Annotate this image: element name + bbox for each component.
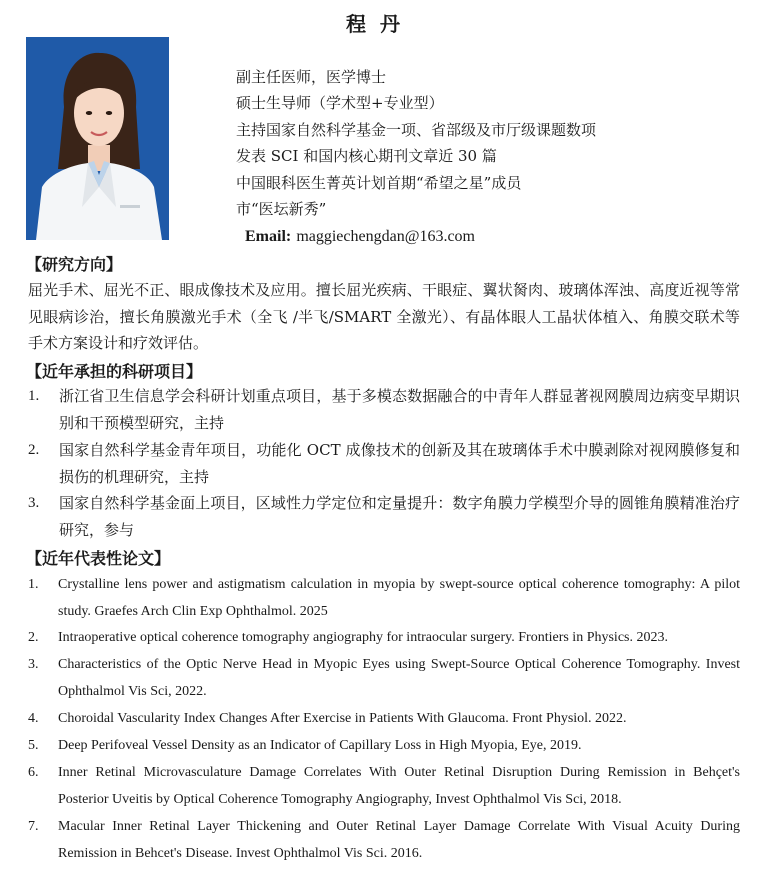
project-text: 国家自然科学基金面上项目，区域性力学定位和定量提升：数字角膜力学模型介导的圆锥角膜精准治疗研究，参与 (59, 494, 740, 539)
paper-number: 6. (28, 765, 39, 780)
papers-heading: 【近年代表性论文】 (26, 549, 171, 568)
paper-item (28, 651, 740, 705)
paper-text: Crystalline lens power and astigmatism calculation in myopia by swept-source optical coherence tomography: A pilot study. Graefes Arch Clin Exp Ophthalmol. 2025 (58, 577, 740, 619)
paper-text: Macular Inner Retinal Layer Thickening and Outer Retinal Layer Damage Correlate With Visual Acuity During Remission in Behcet's Disease. Invest Ophthalmol Vis Sci. 2016. (58, 819, 740, 861)
project-text: 国家自然科学基金青年项目，功能化 OCT 成像技术的创新及其在玻璃体手术中膜剥除对视网膜修复和损伤的机理研究，主持 (59, 441, 740, 486)
email-address: maggiechengdan@163.com (296, 228, 475, 245)
paper-number: 7. (28, 819, 39, 834)
info-line: 发表 SCI 和国内核心期刊文章近 30 篇 (236, 147, 497, 166)
paper-item (28, 571, 740, 625)
paper-text: Characteristics of the Optic Nerve Head in Myopic Eyes using Swept-Source Optical Coherence Tomography. Invest Ophthalmol Vis Sci, 2022. (58, 657, 740, 699)
project-item (28, 437, 740, 490)
project-text: 浙江省卫生信息学会科研计划重点项目，基于多模态数据融合的中青年人群显著视网膜周边病变早期识别和干预模型研究，主持 (59, 387, 740, 432)
project-number: 3. (28, 495, 40, 511)
info-line: 中国眼科医生菁英计划首期“希望之星”成员 (236, 173, 522, 192)
paper-item (28, 732, 740, 759)
paper-text: Choroidal Vascularity Index Changes After Exercise in Patients With Glaucoma. Front Physiol. 2022. (58, 711, 627, 726)
paper-text: Deep Perifoveal Vessel Density as an Indicator of Capillary Loss in High Myopia, Eye, 2019. (58, 738, 582, 753)
research-heading: 【研究方向】 (26, 255, 123, 274)
paper-number: 5. (28, 738, 39, 753)
paper-number: 4. (28, 711, 39, 726)
profile-photo (26, 37, 169, 240)
doctor-portrait-icon (26, 37, 169, 240)
email-line (245, 226, 475, 246)
email-label: Email: (245, 228, 292, 245)
paper-number: 1. (28, 577, 39, 592)
info-line: 市“医坛新秀” (236, 200, 327, 219)
info-line: 硕士生导师（学术型+专业型） (236, 94, 444, 113)
info-line: 副主任医师，医学博士 (236, 68, 387, 86)
profile-info (236, 64, 596, 222)
projects-heading: 【近年承担的科研项目】 (26, 362, 203, 381)
paper-item (28, 624, 740, 651)
paper-item (28, 813, 740, 867)
paper-item (28, 759, 740, 813)
paper-text: Intraoperative optical coherence tomography angiography for intraocular surgery. Frontiers in Physics. 2023. (58, 630, 668, 645)
profile-name: 程丹 (346, 12, 414, 36)
project-item (28, 383, 740, 436)
project-item (28, 490, 740, 543)
research-text: 屈光手术、屈光不正、眼成像技术及应用。擅长屈光疾病、干眼症、翼状胬肉、玻璃体浑浊、高度近视等常见眼病诊治，擅长角膜激光手术（全飞 /半飞/SMART 全激光）、有晶体眼人工晶状体植入、角膜交联术等手术方案设计和疗效评估。 (28, 281, 740, 353)
paper-number: 3. (28, 657, 39, 672)
project-number: 1. (28, 388, 40, 404)
project-number: 2. (28, 442, 40, 458)
paper-item (28, 705, 740, 732)
paper-text: Inner Retinal Microvasculature Damage Correlates With Outer Retinal Disruption During Remission in Behçet's Posterior Uveitis by Optical Coherence Tomography Angiography, Invest Ophthalmol Vis Sci, 2018. (58, 765, 740, 807)
info-line: 主持国家自然科学基金一项、省部级及市厅级课题数项 (236, 120, 597, 139)
paper-number: 2. (28, 630, 39, 645)
